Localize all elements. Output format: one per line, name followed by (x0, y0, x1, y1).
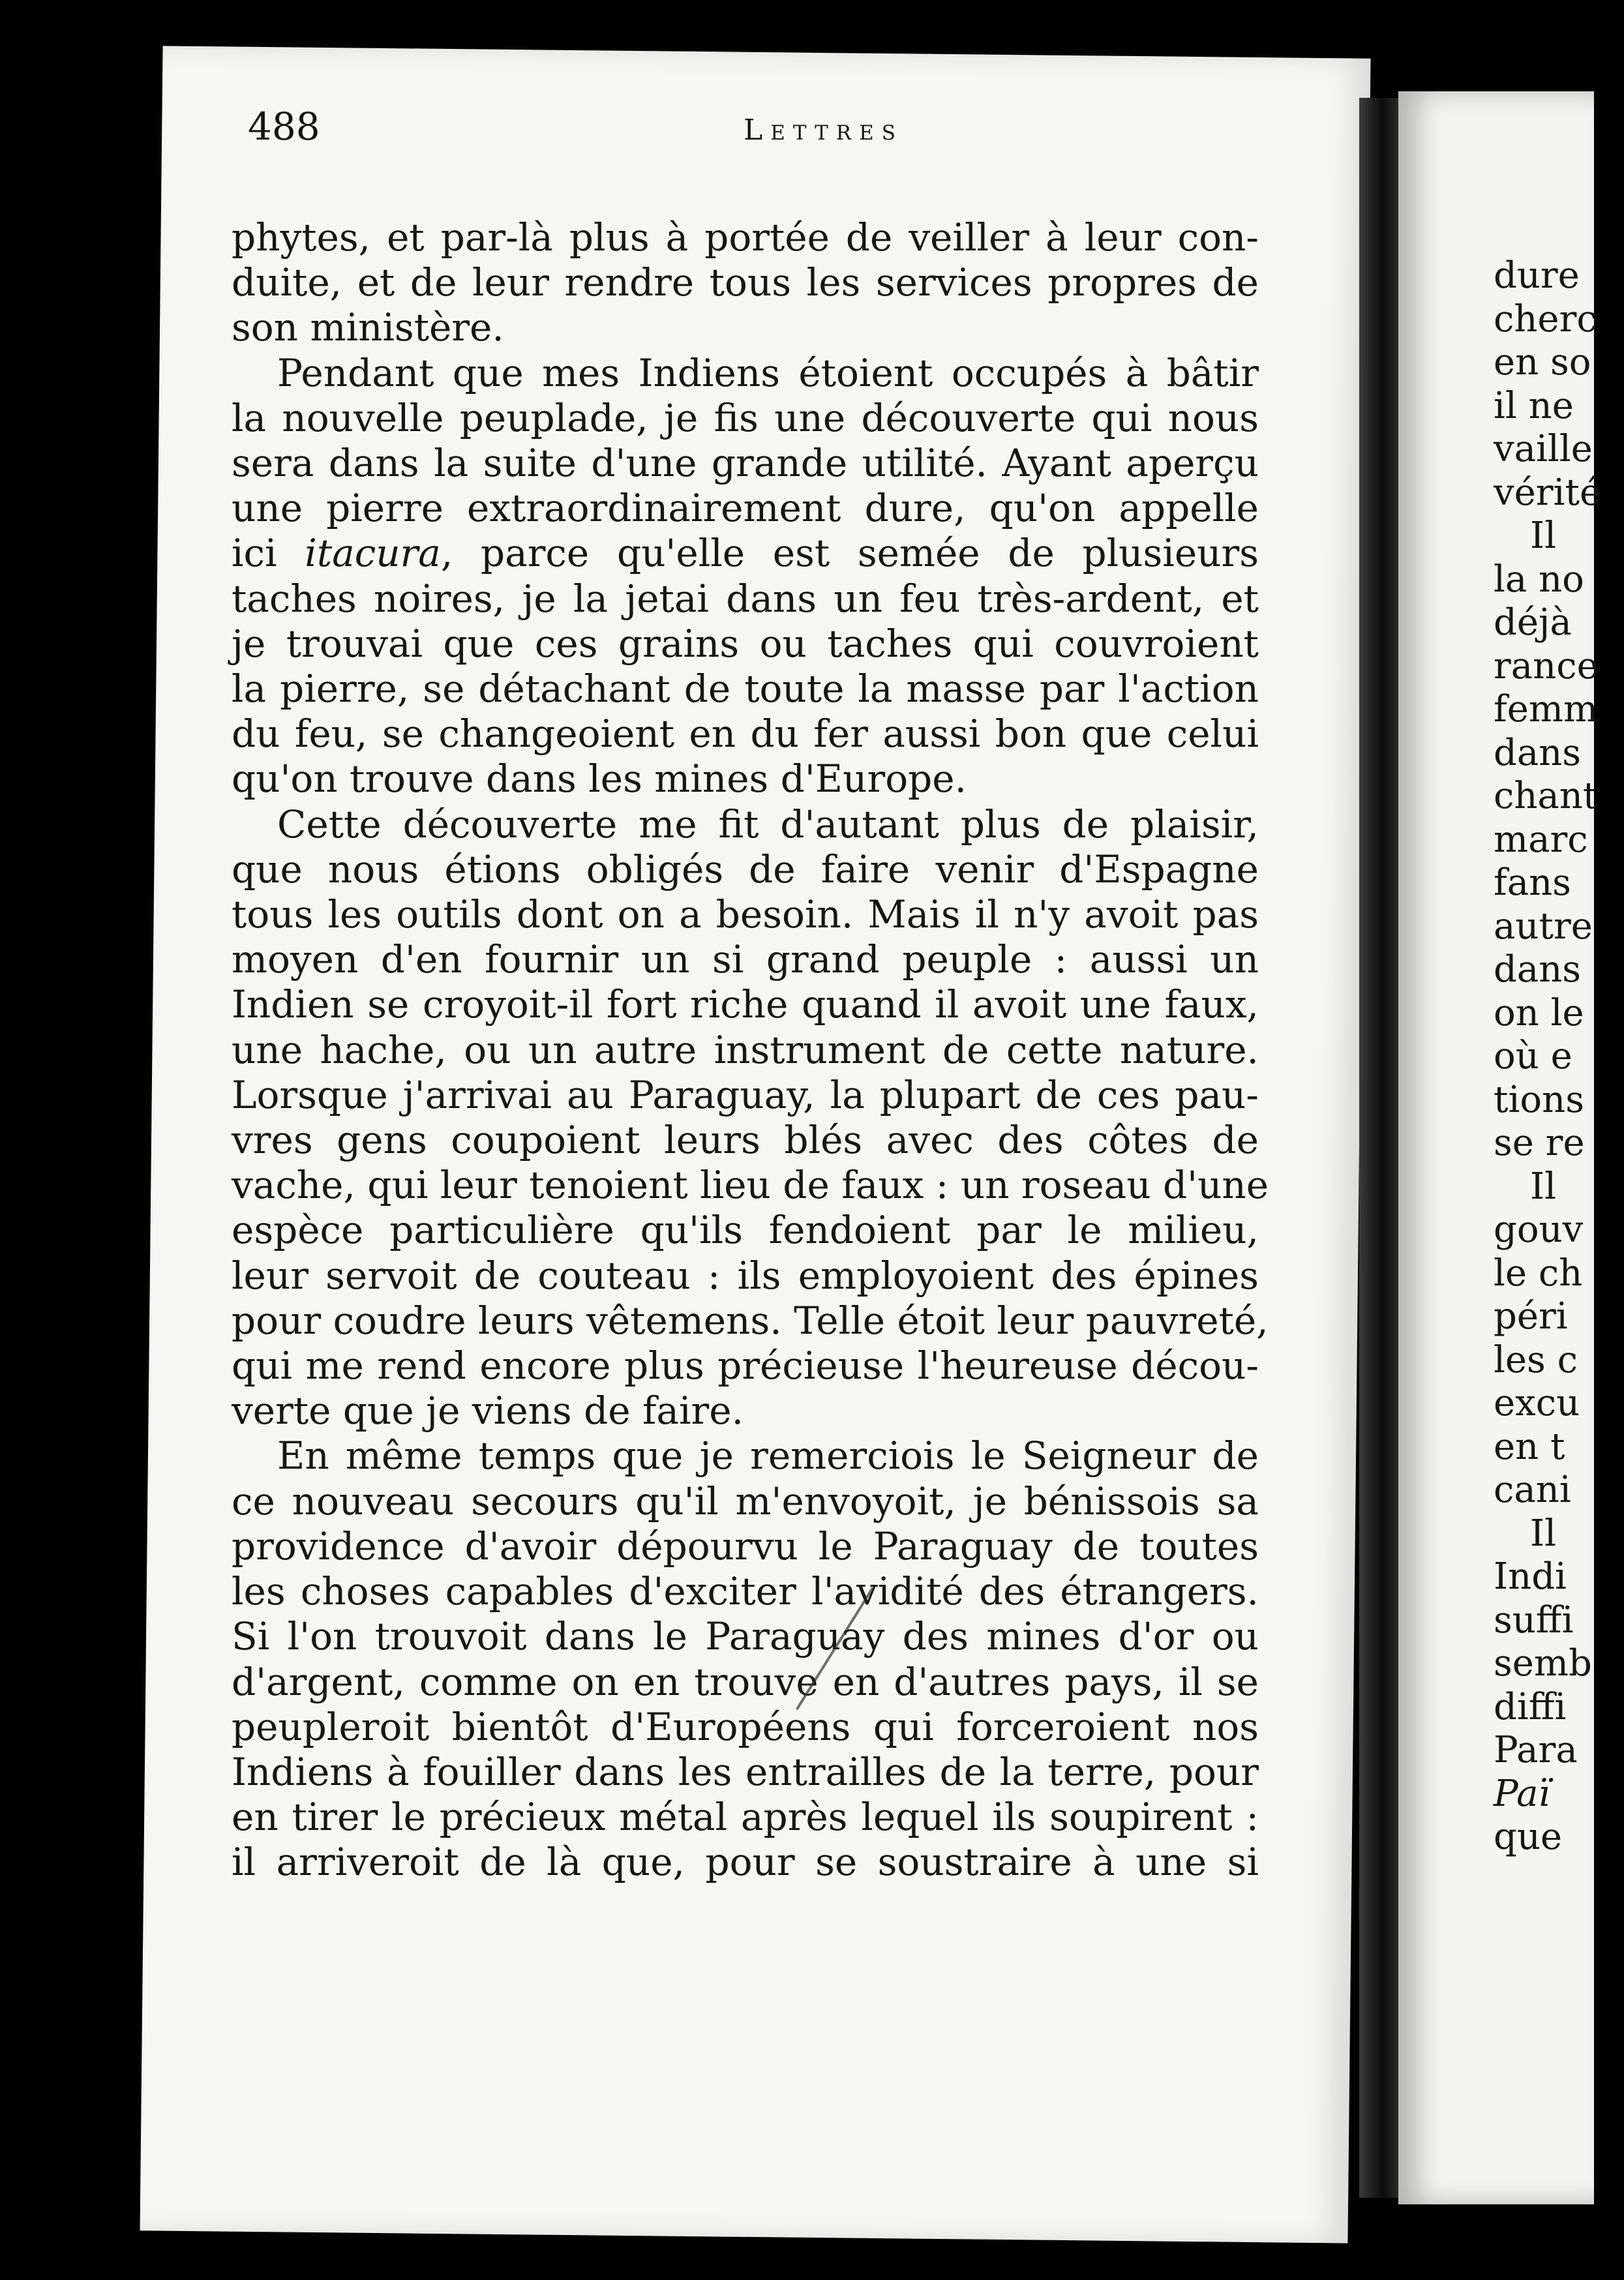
text-line: Indiens à fouiller dans les entrailles de la terre, pour (232, 1749, 1259, 1794)
text-line: dans (1494, 731, 1582, 774)
text-line: excu (1494, 1382, 1580, 1424)
text-line: vérité (1494, 471, 1602, 514)
text-line: je trouvai que ces grains ou taches qui couvroient (232, 621, 1259, 666)
text-line: Pendant que mes Indiens étoient occupés à bâtir (277, 350, 1259, 395)
text-line: en t (1494, 1425, 1565, 1468)
text-line: son ministère. (232, 305, 504, 350)
text-line: Lorsque j'arrivai au Paraguay, la plupart de ces pau- (232, 1072, 1259, 1117)
text-line: qui me rend encore plus précieuse l'heureuse décou- (232, 1343, 1259, 1388)
text-line: suffi (1494, 1598, 1574, 1642)
text-line: ce nouveau secours qu'il m'envoyoit, je bénissois sa (232, 1478, 1259, 1523)
text-line: que nous étions obligés de faire venir d'Espagne (232, 847, 1259, 892)
text-line: diffi (1494, 1685, 1567, 1728)
text-line: phytes, et par-là plus à portée de veiller à leur con- (232, 215, 1259, 260)
text-line: femm (1494, 688, 1599, 730)
right-page-body-text (1494, 254, 1624, 1859)
text-line: en tirer le précieux métal après lequel ils soupirent : (232, 1795, 1259, 1840)
text-line: que (1494, 1816, 1563, 1858)
text-line: tous les outils dont on a besoin. Mais il n'y avoit pas (232, 892, 1259, 937)
text-line: déjà (1494, 601, 1572, 644)
text-line: le ch (1494, 1252, 1583, 1295)
text-line: semb (1494, 1642, 1592, 1685)
text-line: Indi (1494, 1555, 1567, 1598)
text-line: les c (1494, 1338, 1578, 1381)
text-line: providence d'avoir dépourvu le Paraguay de toutes (232, 1523, 1259, 1568)
text-line: vache, qui leur tenoient lieu de faux : un roseau d'une (232, 1163, 1269, 1208)
page-number: 488 (248, 104, 320, 149)
text-line: pour coudre leurs vêtemens. Telle étoit leur pauvreté, (232, 1298, 1269, 1343)
text-line: les choses capables d'exciter l'avidité des étrangers. (232, 1569, 1259, 1614)
text-line: fans (1494, 862, 1571, 904)
text-line: Il (1530, 1512, 1557, 1555)
text-line: leur servoit de couteau : ils employoient des épines (232, 1253, 1259, 1298)
text-line: dure (1494, 254, 1580, 297)
text-line: où e (1494, 1035, 1572, 1077)
italic-term: itacura (305, 531, 441, 576)
text-line: rance (1494, 644, 1599, 687)
text-line: En même temps que je remerciois le Seigneur de (277, 1433, 1259, 1478)
text-line: qu'on trouve dans les mines d'Europe. (232, 757, 967, 802)
text-line: peupleroit bientôt d'Européens qui forceroient nos (232, 1704, 1259, 1749)
text-line: péri (1494, 1295, 1568, 1338)
text-line: duite, et de leur rendre tous les services propres de (232, 260, 1259, 305)
book-gutter (1359, 98, 1398, 2198)
running-title: Lettres (744, 113, 903, 147)
text-line: chant (1494, 775, 1598, 817)
text-line: gouv (1494, 1208, 1584, 1251)
text-line: verte que je viens de faire. (232, 1388, 744, 1433)
text-line: autre (1494, 905, 1593, 948)
text-line: Il (1530, 1165, 1557, 1208)
text-line: taches noires, je la jetai dans un feu très-ardent, et (232, 576, 1259, 621)
text-line: tions (1494, 1078, 1584, 1121)
text-line: vaille (1494, 428, 1593, 470)
text-line: une pierre extraordinairement dure, qu'on appelle (232, 486, 1259, 531)
text-line: Cette découverte me fit d'autant plus de plaisir, (277, 802, 1259, 847)
text-line: du feu, se changeoient en du fer aussi bon que celui (232, 712, 1259, 757)
text-line: Para (1494, 1729, 1578, 1771)
text-line: Il (1530, 515, 1557, 557)
text-line: vres gens coupoient leurs blés avec des côtes de (232, 1118, 1259, 1163)
text-line: sera dans la suite d'une grande utilité. Ayant aperçu (232, 441, 1259, 486)
text-line: moyen d'en fournir un si grand peuple : aussi un (232, 937, 1259, 982)
text-line: on le (1494, 991, 1584, 1034)
text-line: la pierre, se détachant de toute la masse par l'action (232, 667, 1259, 712)
left-page-body-text (232, 215, 1269, 1885)
text-line: ici itacura, parce qu'elle est semée de plusieurs (232, 531, 1259, 576)
text-line: il arriveroit de là que, pour se soustraire à une si (232, 1840, 1259, 1885)
text-line: la no (1494, 558, 1584, 601)
text-line: marc (1494, 818, 1588, 861)
text-line: en so (1494, 341, 1591, 383)
text-line: la nouvelle peuplade, je fis une découverte qui nous (232, 395, 1259, 440)
text-line: dans (1494, 948, 1582, 991)
text-line: se re (1494, 1122, 1585, 1164)
text-line: cherc (1494, 297, 1597, 340)
text-line: une hache, ou un autre instrument de cette nature. (232, 1027, 1259, 1072)
text-line: Indien se croyoit-il fort riche quand il avoit une faux, (232, 982, 1259, 1027)
text-line: il ne (1494, 384, 1574, 427)
text-line: d'argent, comme on en trouve en d'autres pays, il se (232, 1659, 1259, 1704)
text-line: Paï (1494, 1772, 1550, 1815)
running-head (248, 104, 1265, 183)
text-line: Si l'on trouvoit dans le Paraguay des mines d'or ou (232, 1614, 1259, 1659)
text-line: espèce particulière qu'ils fendoient par le milieu, (232, 1208, 1259, 1253)
text-line: cani (1494, 1469, 1571, 1511)
